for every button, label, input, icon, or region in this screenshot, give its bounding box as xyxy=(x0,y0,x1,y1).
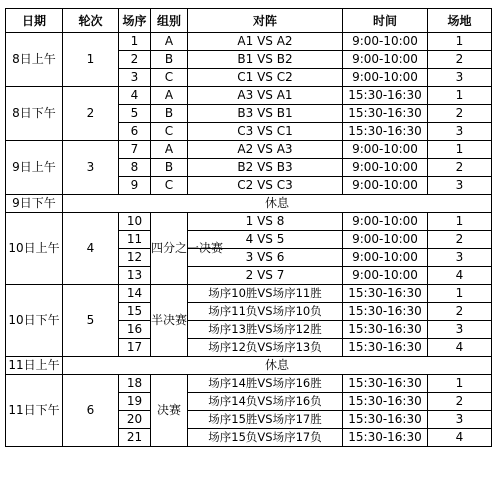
time-cell: 9:00-10:00 xyxy=(343,231,428,249)
stage-cell: 半决赛 xyxy=(151,285,188,357)
header-round: 轮次 xyxy=(63,9,119,33)
rest-cell: 休息 xyxy=(63,195,492,213)
date-cell: 9日下午 xyxy=(6,195,63,213)
time-cell: 15:30-16:30 xyxy=(343,303,428,321)
venue-cell: 3 xyxy=(428,411,492,429)
venue-cell: 2 xyxy=(428,303,492,321)
match-no-cell: 21 xyxy=(119,429,151,447)
schedule-table xyxy=(5,8,492,447)
matchup-cell: 场序11负VS场序10负 xyxy=(188,303,343,321)
table-row xyxy=(6,375,492,393)
time-cell: 9:00-10:00 xyxy=(343,141,428,159)
match-no-cell: 3 xyxy=(119,69,151,87)
time-cell: 15:30-16:30 xyxy=(343,429,428,447)
matchup-cell: C1 VS C2 xyxy=(188,69,343,87)
table-body xyxy=(6,33,492,447)
match-no-cell: 2 xyxy=(119,51,151,69)
match-no-cell: 14 xyxy=(119,285,151,303)
date-cell: 8日上午 xyxy=(6,33,63,87)
table-row xyxy=(6,33,492,51)
match-no-cell: 12 xyxy=(119,249,151,267)
venue-cell: 2 xyxy=(428,231,492,249)
header-match-no: 场序 xyxy=(119,9,151,33)
time-cell: 9:00-10:00 xyxy=(343,69,428,87)
matchup-cell: 4 VS 5 xyxy=(188,231,343,249)
group-cell: A xyxy=(151,87,188,105)
venue-cell: 3 xyxy=(428,249,492,267)
venue-cell: 2 xyxy=(428,393,492,411)
time-cell: 15:30-16:30 xyxy=(343,123,428,141)
time-cell: 15:30-16:30 xyxy=(343,339,428,357)
date-cell: 10日下午 xyxy=(6,285,63,357)
date-cell: 9日上午 xyxy=(6,141,63,195)
venue-cell: 3 xyxy=(428,177,492,195)
group-cell: C xyxy=(151,123,188,141)
match-no-cell: 10 xyxy=(119,213,151,231)
match-no-cell: 6 xyxy=(119,123,151,141)
matchup-cell: C2 VS C3 xyxy=(188,177,343,195)
matchup-cell: B3 VS B1 xyxy=(188,105,343,123)
group-cell: C xyxy=(151,177,188,195)
matchup-cell: 场序10胜VS场序11胜 xyxy=(188,285,343,303)
matchup-cell: B1 VS B2 xyxy=(188,51,343,69)
match-no-cell: 5 xyxy=(119,105,151,123)
round-cell: 2 xyxy=(63,87,119,141)
table-row xyxy=(6,141,492,159)
table-row xyxy=(6,87,492,105)
table-header xyxy=(6,9,492,33)
date-cell: 11日下午 xyxy=(6,375,63,447)
time-cell: 9:00-10:00 xyxy=(343,213,428,231)
stage-cell: 决赛 xyxy=(151,375,188,447)
header-row xyxy=(6,9,492,33)
venue-cell: 2 xyxy=(428,105,492,123)
matchup-cell: 场序13胜VS场序12胜 xyxy=(188,321,343,339)
venue-cell: 3 xyxy=(428,321,492,339)
header-group: 组别 xyxy=(151,9,188,33)
rest-row xyxy=(6,357,492,375)
time-cell: 15:30-16:30 xyxy=(343,87,428,105)
venue-cell: 4 xyxy=(428,429,492,447)
matchup-cell: A2 VS A3 xyxy=(188,141,343,159)
round-cell: 6 xyxy=(63,375,119,447)
group-cell: A xyxy=(151,33,188,51)
match-no-cell: 20 xyxy=(119,411,151,429)
match-no-cell: 18 xyxy=(119,375,151,393)
matchup-cell: 场序15负VS场序17负 xyxy=(188,429,343,447)
venue-cell: 4 xyxy=(428,267,492,285)
time-cell: 9:00-10:00 xyxy=(343,267,428,285)
matchup-cell: A3 VS A1 xyxy=(188,87,343,105)
time-cell: 15:30-16:30 xyxy=(343,411,428,429)
rest-row xyxy=(6,195,492,213)
venue-cell: 4 xyxy=(428,339,492,357)
matchup-cell: A1 VS A2 xyxy=(188,33,343,51)
match-no-cell: 19 xyxy=(119,393,151,411)
group-cell: B xyxy=(151,51,188,69)
match-no-cell: 8 xyxy=(119,159,151,177)
time-cell: 9:00-10:00 xyxy=(343,51,428,69)
match-no-cell: 11 xyxy=(119,231,151,249)
venue-cell: 1 xyxy=(428,285,492,303)
time-cell: 15:30-16:30 xyxy=(343,105,428,123)
matchup-cell: B2 VS B3 xyxy=(188,159,343,177)
matchup-cell: 1 VS 8 xyxy=(188,213,343,231)
time-cell: 9:00-10:00 xyxy=(343,177,428,195)
venue-cell: 2 xyxy=(428,159,492,177)
date-cell: 11日上午 xyxy=(6,357,63,375)
time-cell: 15:30-16:30 xyxy=(343,285,428,303)
group-cell: A xyxy=(151,141,188,159)
time-cell: 15:30-16:30 xyxy=(343,375,428,393)
venue-cell: 3 xyxy=(428,69,492,87)
date-cell: 8日下午 xyxy=(6,87,63,141)
matchup-cell: 场序15胜VS场序17胜 xyxy=(188,411,343,429)
venue-cell: 1 xyxy=(428,213,492,231)
group-cell: B xyxy=(151,105,188,123)
schedule-container xyxy=(5,8,492,447)
match-no-cell: 7 xyxy=(119,141,151,159)
match-no-cell: 1 xyxy=(119,33,151,51)
venue-cell: 1 xyxy=(428,33,492,51)
round-cell: 4 xyxy=(63,213,119,285)
match-no-cell: 15 xyxy=(119,303,151,321)
venue-cell: 1 xyxy=(428,141,492,159)
table-row xyxy=(6,213,492,231)
group-cell: B xyxy=(151,159,188,177)
venue-cell: 1 xyxy=(428,87,492,105)
time-cell: 15:30-16:30 xyxy=(343,393,428,411)
venue-cell: 1 xyxy=(428,375,492,393)
matchup-cell: C3 VS C1 xyxy=(188,123,343,141)
time-cell: 9:00-10:00 xyxy=(343,159,428,177)
match-no-cell: 17 xyxy=(119,339,151,357)
table-row xyxy=(6,285,492,303)
rest-cell: 休息 xyxy=(63,357,492,375)
matchup-cell: 2 VS 7 xyxy=(188,267,343,285)
stage-cell: 四分之一决赛 xyxy=(151,213,188,285)
matchup-cell: 场序14胜VS场序16胜 xyxy=(188,375,343,393)
time-cell: 15:30-16:30 xyxy=(343,321,428,339)
header-venue: 场地 xyxy=(428,9,492,33)
match-no-cell: 4 xyxy=(119,87,151,105)
time-cell: 9:00-10:00 xyxy=(343,33,428,51)
venue-cell: 3 xyxy=(428,123,492,141)
matchup-cell: 场序14负VS场序16负 xyxy=(188,393,343,411)
header-time: 时间 xyxy=(343,9,428,33)
header-matchup: 对阵 xyxy=(188,9,343,33)
match-no-cell: 13 xyxy=(119,267,151,285)
round-cell: 5 xyxy=(63,285,119,357)
venue-cell: 2 xyxy=(428,51,492,69)
matchup-cell: 3 VS 6 xyxy=(188,249,343,267)
matchup-cell: 场序12负VS场序13负 xyxy=(188,339,343,357)
time-cell: 9:00-10:00 xyxy=(343,249,428,267)
round-cell: 1 xyxy=(63,33,119,87)
date-cell: 10日上午 xyxy=(6,213,63,285)
round-cell: 3 xyxy=(63,141,119,195)
group-cell: C xyxy=(151,69,188,87)
header-date: 日期 xyxy=(6,9,63,33)
match-no-cell: 9 xyxy=(119,177,151,195)
match-no-cell: 16 xyxy=(119,321,151,339)
